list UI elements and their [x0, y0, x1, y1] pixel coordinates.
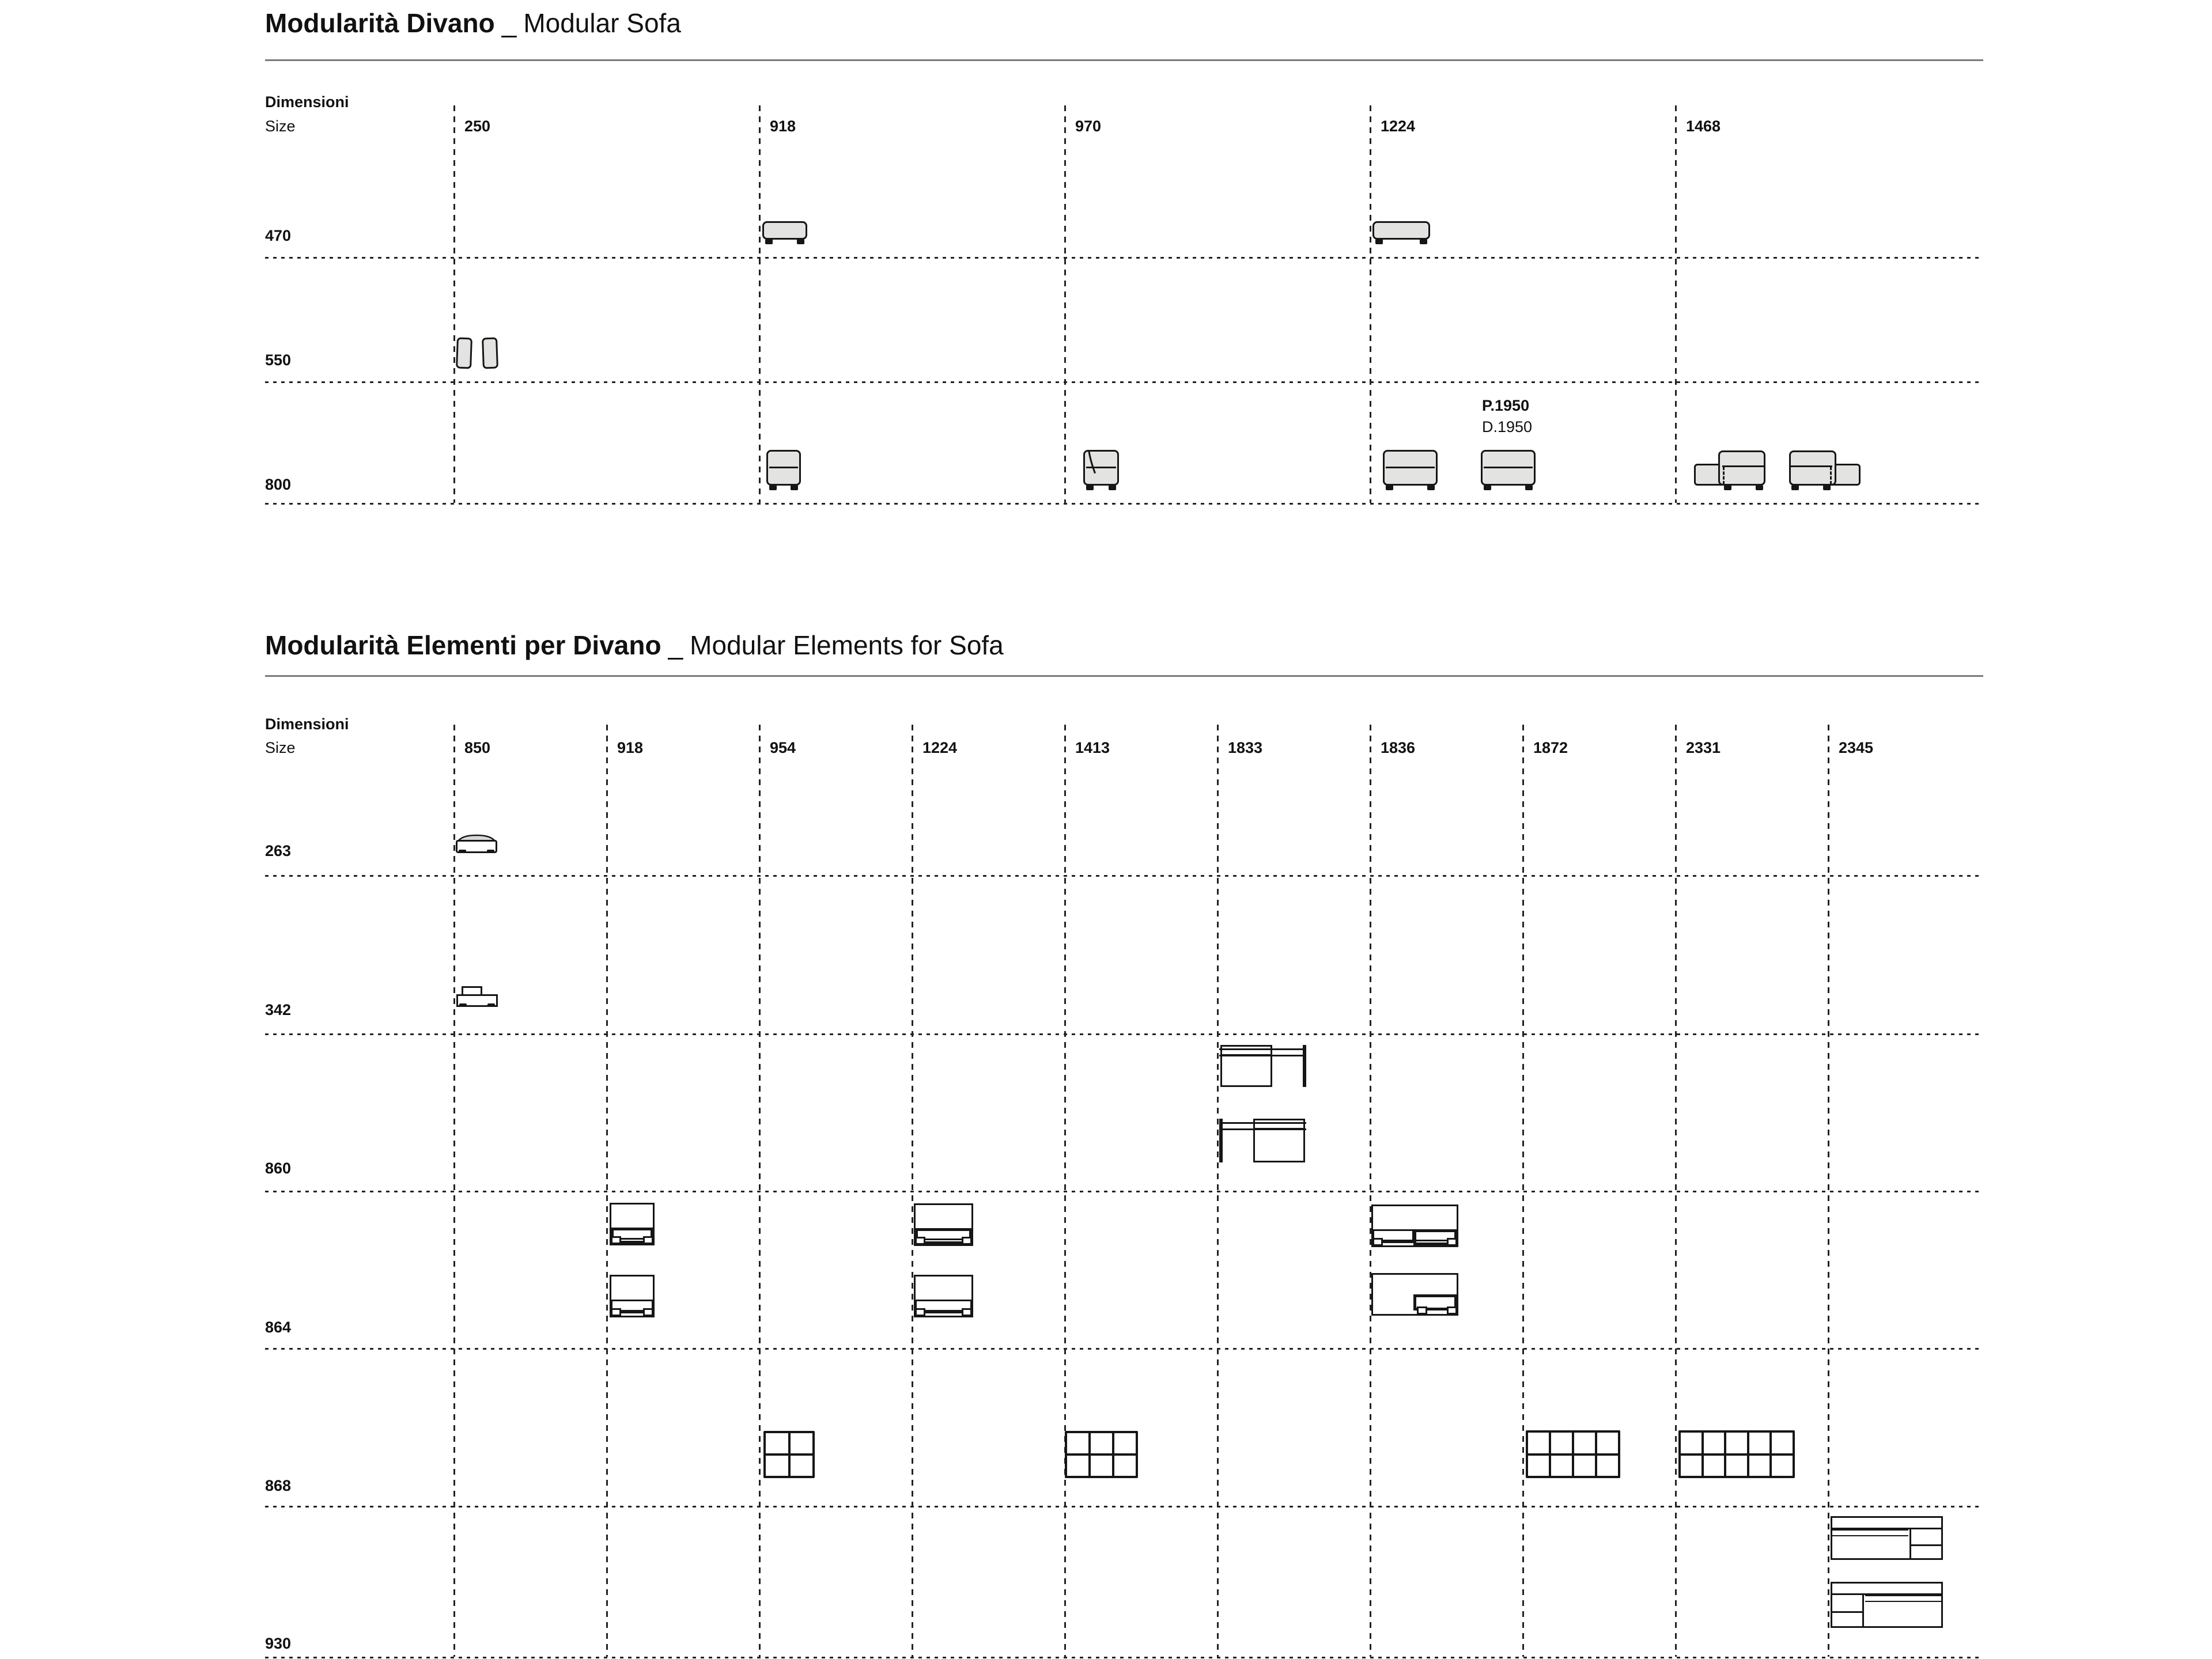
column-header: 918	[617, 739, 644, 756]
column-header: 850	[464, 739, 491, 756]
row-label: 868	[265, 1477, 292, 1494]
size-label: Size	[265, 739, 296, 756]
column-gridline	[1064, 105, 1066, 503]
column-gridline	[1675, 105, 1677, 503]
shelf-grid-3-icon	[1065, 1431, 1138, 1478]
terminal-seat-top-icon	[1371, 1273, 1458, 1316]
module-code-primary: P.1950	[1482, 397, 1530, 414]
back-cushion-icon	[456, 338, 470, 366]
column-header: 954	[770, 739, 796, 756]
row-gridline	[265, 1506, 1983, 1508]
section-title	[265, 629, 1004, 661]
column-header: 1468	[1686, 118, 1721, 135]
module-code-secondary: D.1950	[1482, 418, 1533, 435]
seat-module-icon	[1383, 450, 1438, 490]
column-header: 1836	[1381, 739, 1416, 756]
row-label: 860	[265, 1160, 292, 1177]
title-separator: _	[501, 8, 517, 38]
bench-side-icon	[456, 834, 497, 853]
row-gridline	[265, 257, 1983, 259]
column-header: 918	[770, 118, 796, 135]
size-label: Size	[265, 118, 296, 135]
row-gridline	[265, 1348, 1983, 1350]
row-label: 930	[265, 1635, 292, 1652]
daybed-side-icon	[456, 986, 498, 1007]
armless-module-icon	[766, 450, 801, 490]
dimensions-label: Dimensioni	[265, 715, 349, 733]
row-label: 470	[265, 227, 292, 244]
column-header: 1224	[1381, 118, 1416, 135]
section-title-english: Modular Sofa	[523, 8, 681, 38]
frame-table-right-icon	[1219, 1045, 1306, 1087]
shelf-grid-4-icon	[1526, 1430, 1620, 1478]
title-rule	[265, 675, 1983, 677]
corner-seat-top-icon	[1371, 1205, 1458, 1247]
shelf-grid-2-icon	[763, 1431, 815, 1478]
seat-top-icon	[610, 1203, 655, 1245]
section-title	[265, 7, 681, 39]
open-end-module-right-icon	[1694, 450, 1765, 490]
row-gridline	[265, 1191, 1983, 1192]
elements-table-section	[0, 576, 2212, 1659]
column-header: 250	[464, 118, 491, 135]
seat-top-icon	[914, 1203, 973, 1246]
shelf-grid-5-icon	[1678, 1430, 1795, 1478]
column-header: 2331	[1686, 739, 1721, 756]
open-end-module-left-icon	[1789, 450, 1861, 490]
module-code-annotation	[1482, 395, 1532, 438]
seat-top-icon	[914, 1275, 973, 1317]
section-title-italian: Modularità Divano	[265, 8, 495, 38]
back-cushion-icon	[482, 338, 496, 366]
title-separator: _	[668, 630, 683, 660]
column-gridline	[1370, 105, 1371, 503]
pouf-front-icon	[762, 221, 807, 244]
title-rule	[265, 59, 1983, 61]
column-gridline	[453, 105, 455, 503]
column-gridline	[759, 105, 761, 503]
section-title-italian: Modularità Elementi per Divano	[265, 630, 661, 660]
row-label: 550	[265, 351, 292, 369]
column-header: 1224	[922, 739, 958, 756]
corner-module-icon	[1083, 450, 1119, 490]
dimensions-label: Dimensioni	[265, 93, 349, 111]
row-gridline	[265, 381, 1983, 383]
row-label: 342	[265, 1001, 292, 1018]
row-gridline	[265, 503, 1983, 505]
row-gridline	[265, 875, 1983, 877]
row-label: 800	[265, 476, 292, 493]
section-title-english: Modular Elements for Sofa	[690, 630, 1004, 660]
sofa-table-section	[0, 0, 2212, 576]
row-gridline	[265, 1033, 1983, 1035]
column-header: 1833	[1228, 739, 1263, 756]
column-header: 1872	[1533, 739, 1568, 756]
column-header: 1413	[1075, 739, 1110, 756]
column-header: 970	[1075, 118, 1102, 135]
row-gridline	[265, 1657, 1983, 1658]
armrest-curve	[1083, 450, 1119, 486]
chaise-top-left-icon	[1831, 1582, 1943, 1628]
column-header: 2345	[1839, 739, 1874, 756]
pouf-front-icon	[1372, 221, 1430, 244]
chaise-top-right-icon	[1831, 1516, 1943, 1560]
seat-module-icon	[1481, 450, 1536, 490]
frame-table-left-icon	[1219, 1119, 1306, 1162]
row-label: 864	[265, 1319, 292, 1336]
seat-top-icon	[610, 1275, 655, 1317]
row-label: 263	[265, 842, 292, 859]
